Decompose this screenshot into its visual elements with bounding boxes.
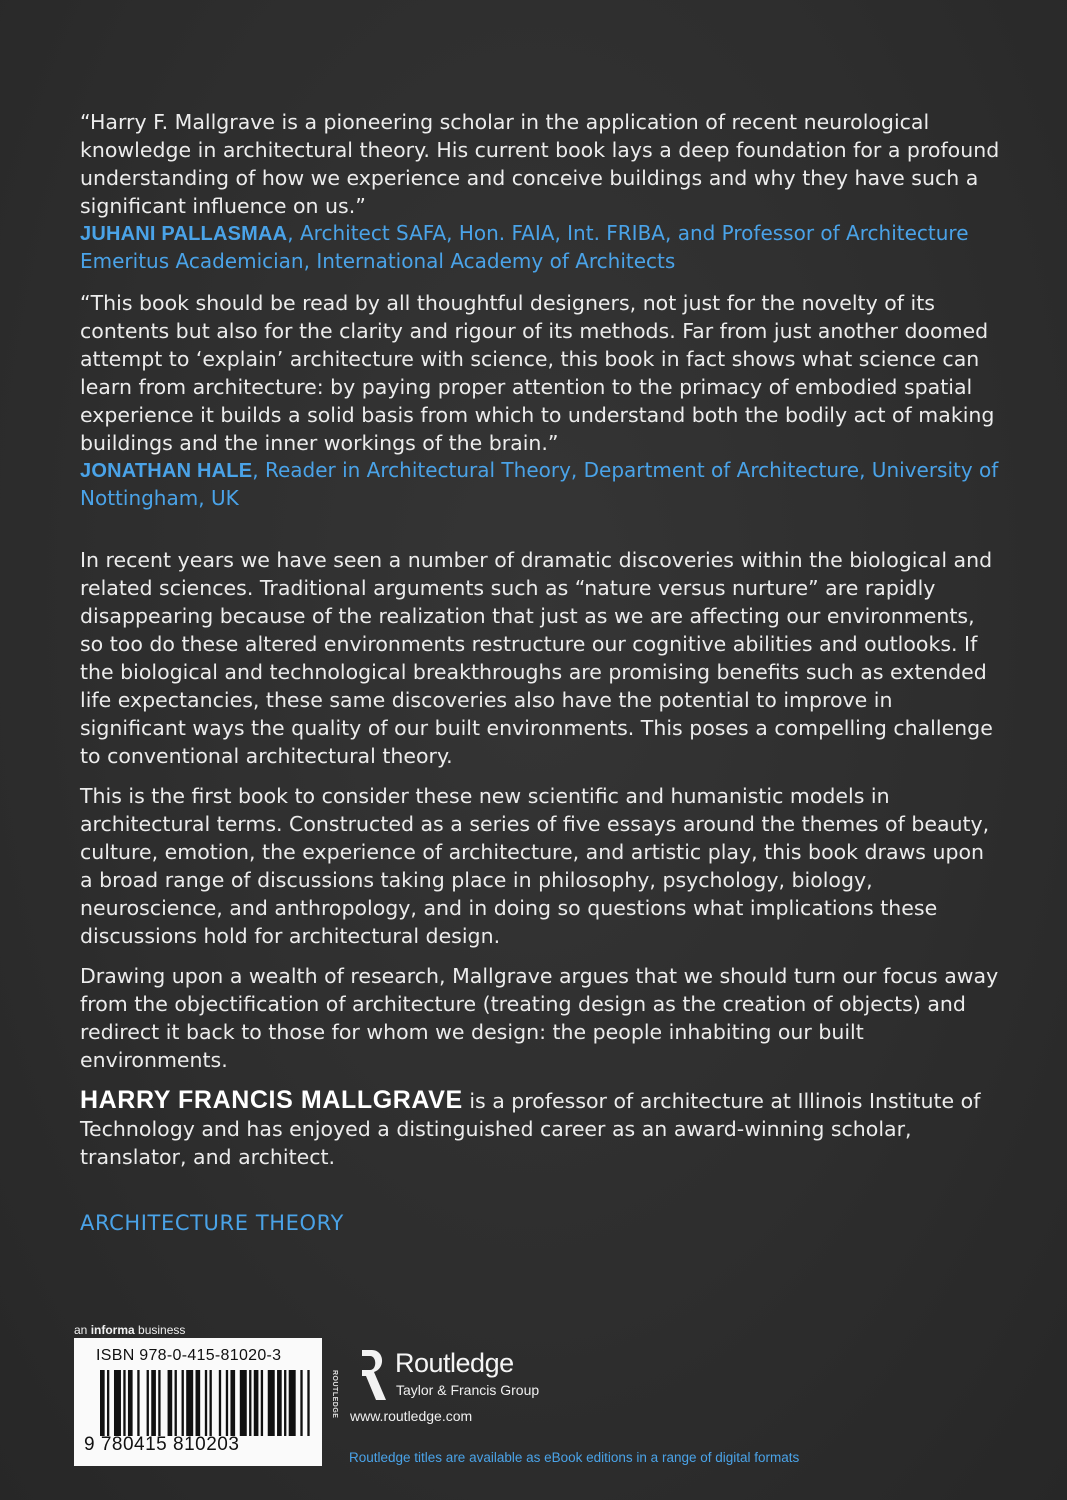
- endorsement-2: [80, 289, 1000, 512]
- publisher-name: Routledge: [395, 1348, 514, 1378]
- endorsement-quote: “This book should be read by all thoughtful designers, not just for the novelty of its contents but also for the clarity and rigour of its methods. Far from just another doomed attempt to ‘explain’ architecture with science, this book in fact shows what science can learn from architecture: by paying proper attention to the primacy of embodied spatial experience it builds a solid basis from which to understand both the bodily act of making buildings and the inner workings of the brain.”: [80, 291, 995, 455]
- author-bio: [80, 1086, 1000, 1171]
- endorsement-quote: “Harry F. Mallgrave is a pioneering scholar in the application of recent neurological knowledge in architectural theory. His current book lays a deep foundation for a profound understanding of how we experience and conceive buildings and why they have such a significant influence on us.”: [80, 110, 1000, 218]
- ebook-availability-note: Routledge titles are available as eBook editions in a range of digital formats: [349, 1450, 800, 1465]
- endorsement-1: [80, 108, 1000, 275]
- routledge-r-icon: [348, 1346, 390, 1404]
- isbn-barcode: [74, 1338, 322, 1466]
- publisher-url: www.routledge.com: [350, 1408, 473, 1424]
- cover-text-column: [80, 108, 1000, 1235]
- barcode-digits: 9 780415 810203: [84, 1434, 240, 1455]
- informa-brand: informa: [90, 1323, 135, 1337]
- description-paragraph: This is the first book to consider these new scientific and humanistic models in architectural terms. Constructed as a series of five essays around the themes of beauty, culture, emotion, the experience of architecture, and artistic play, this book draws upon a broad range of discussions taking place in philosophy, psychology, biology, neuroscience, and anthropology, and in doing so questions what implications these discussions hold for architectural design.: [80, 784, 990, 948]
- routledge-side-text: ROUTLEDGE: [331, 1370, 338, 1419]
- barcode-bars: [100, 1370, 312, 1436]
- endorser-credit: , Architect SAFA, Hon. FAIA, Int. FRIBA, and Professor of Architecture Emeritus Academician, International Academy of Architects: [80, 221, 969, 273]
- informa-prefix: an: [74, 1323, 91, 1337]
- informa-suffix: business: [134, 1323, 186, 1337]
- publisher-logo: [331, 1346, 568, 1426]
- informa-business-label: [74, 1323, 185, 1337]
- isbn-number: ISBN 978-0-415-81020-3: [96, 1347, 282, 1364]
- description-paragraph: Drawing upon a wealth of research, Mallgrave argues that we should turn our focus away from the objectification of architecture (treating design as the creation of objects) and redirect it back to those for whom we design: the people inhabiting our built environments.: [80, 964, 999, 1072]
- endorsement-attribution: [80, 457, 1000, 512]
- endorsement-attribution: [80, 220, 1000, 275]
- publisher-group: Taylor & Francis Group: [396, 1382, 540, 1398]
- endorser-name: JONATHAN HALE: [80, 460, 253, 482]
- endorser-name: JUHANI PALLASMAA: [80, 223, 288, 245]
- author-bio-text: is a professor of architecture at Illinois Institute of Technology and has enjoyed a distinguished career as an award-winning scholar, translator, and architect.: [80, 1089, 981, 1169]
- subject-category: ARCHITECTURE THEORY: [80, 1211, 344, 1235]
- description-paragraph: In recent years we have seen a number of dramatic discoveries within the biological and related sciences. Traditional arguments such as “nature versus nurture” are rapidly disappearing because of the realization that just as we are affecting our environments, so too do these altered environments restructure our cognitive abilities and outlooks. If the biological and technological breakthroughs are promising benefits such as extended life expectancies, these same discoveries also have the potential to improve in significant ways the quality of our built environments. This poses a compelling challenge to conventional architectural theory.: [80, 548, 993, 768]
- author-name: HARRY FRANCIS MALLGRAVE: [80, 1086, 463, 1114]
- endorser-credit: , Reader in Architectural Theory, Department of Architecture, University of Nottingham, UK: [80, 458, 999, 510]
